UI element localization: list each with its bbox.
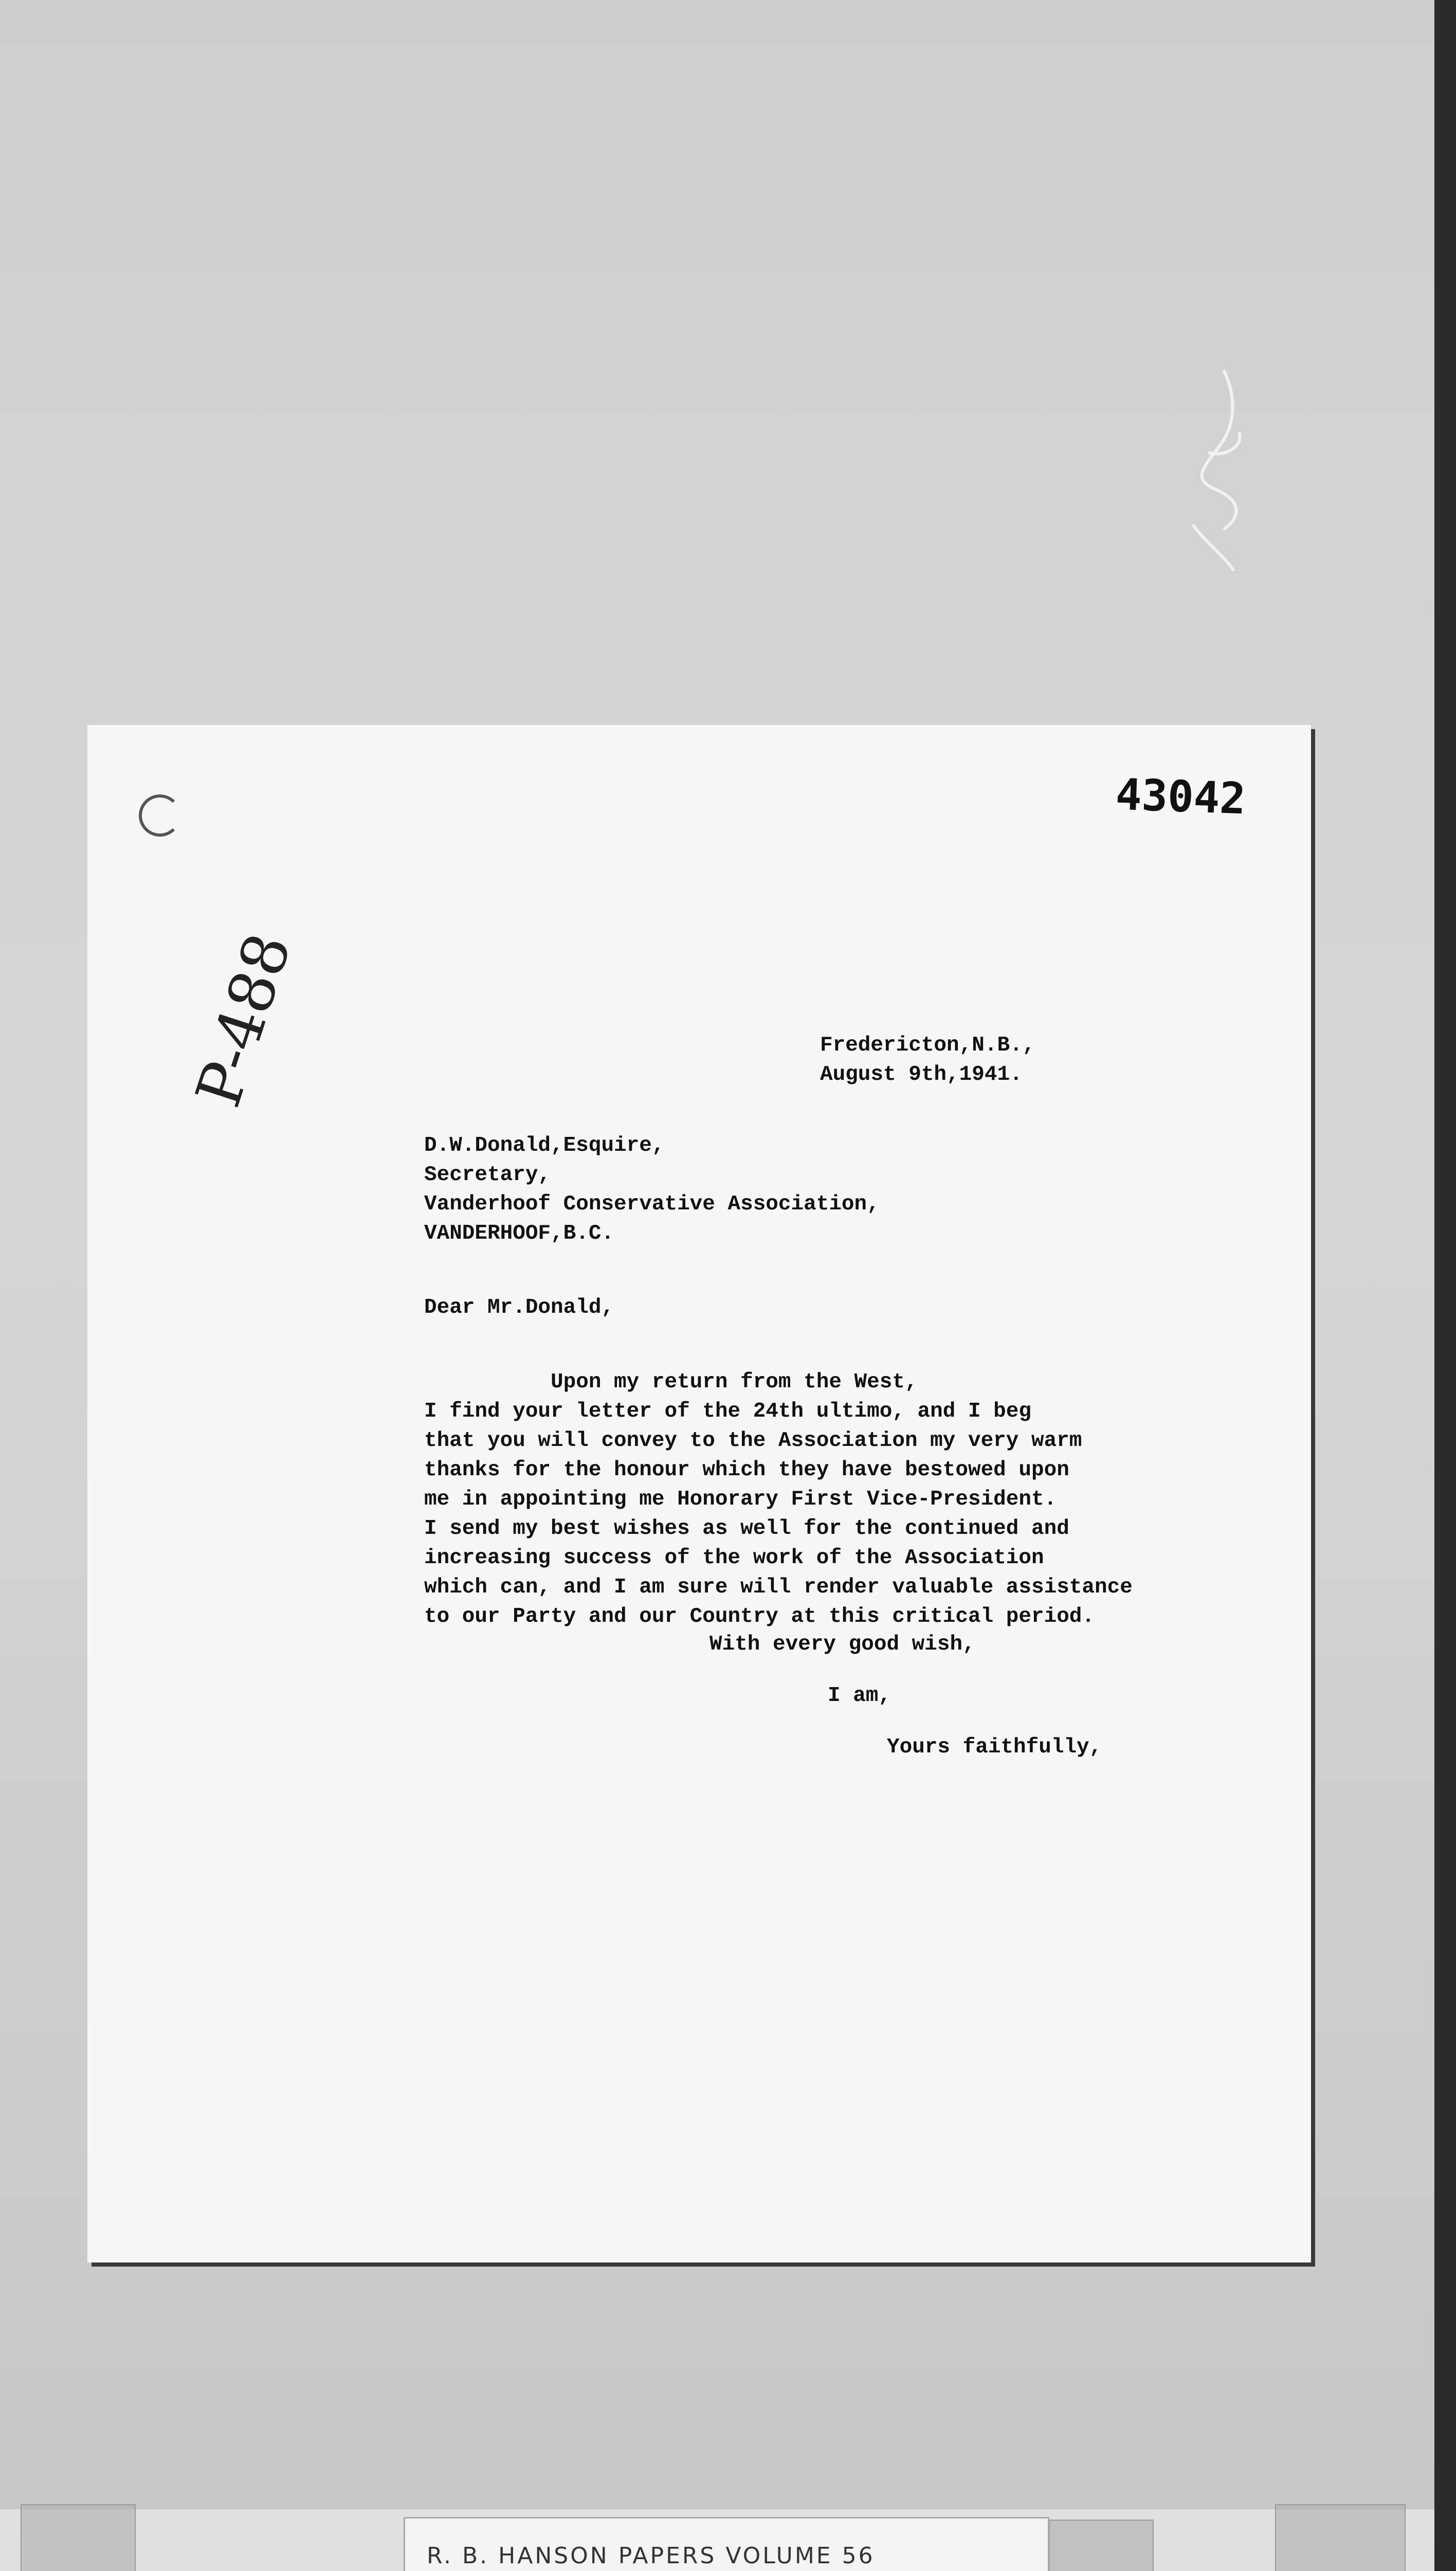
recipient-line: VANDERHOOF,B.C. [424, 1222, 614, 1245]
recipient-address [424, 1131, 880, 1248]
file-number: 43042 [1115, 769, 1247, 824]
closing-wish: With every good wish, [709, 1633, 975, 1656]
tape-strip [21, 2504, 136, 2571]
handwritten-reference [175, 854, 329, 1121]
handwritten-reference-text: P-488 [183, 925, 305, 1115]
volume-label-text: R. B. HANSON PAPERS VOLUME 56 [427, 2543, 875, 2569]
punch-hole [139, 794, 181, 837]
letter-body [424, 1368, 1133, 1632]
tape-strip [1049, 2520, 1154, 2571]
tape-strip [1275, 2504, 1406, 2571]
closing-i-am: I am, [828, 1684, 891, 1708]
recipient-line: D.W.Donald,Esquire, [424, 1134, 665, 1157]
body-line: me in appointing me Honorary First Vice-President. [424, 1488, 1057, 1511]
body-line: I find your letter of the 24th ultimo, and I beg [424, 1400, 1031, 1423]
recipient-line: Vanderhoof Conservative Association, [424, 1192, 880, 1216]
date-block [820, 1031, 1035, 1090]
body-line: increasing success of the work of the Association [424, 1546, 1044, 1570]
body-line: Upon my return from the West, [424, 1370, 918, 1394]
sender-place: Fredericton,N.B., [820, 1034, 1035, 1057]
body-line: thanks for the honour which they have bestowed upon [424, 1458, 1069, 1482]
salutation: Dear Mr.Donald, [424, 1296, 614, 1319]
pencil-mark [1162, 360, 1275, 576]
scan-edge [1434, 0, 1456, 2571]
closing-signoff: Yours faithfully, [887, 1735, 1102, 1759]
body-line: which can, and I am sure will render valuable assistance [424, 1576, 1133, 1599]
body-line: to our Party and our Country at this critical period. [424, 1605, 1095, 1628]
letter-date: August 9th,1941. [820, 1063, 1023, 1087]
body-line: that you will convey to the Association my very warm [424, 1429, 1082, 1453]
recipient-line: Secretary, [424, 1163, 551, 1187]
body-line: I send my best wishes as well for the continued and [424, 1517, 1069, 1541]
